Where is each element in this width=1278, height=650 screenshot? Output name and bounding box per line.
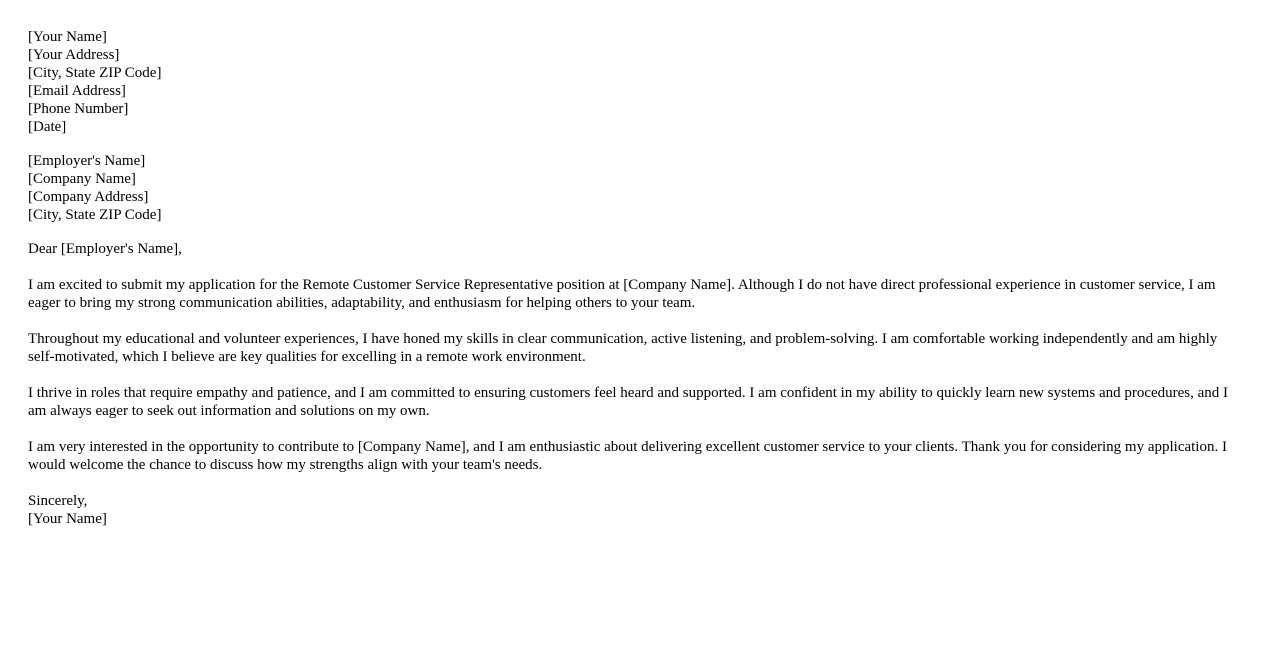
sender-address: [Your Address] <box>28 47 120 63</box>
sender-name: [Your Name] <box>28 29 107 45</box>
recipient-address-block <box>28 152 1250 224</box>
body-paragraph-2: Throughout my educational and volunteer experiences, I have honed my skills in clear communication, active listening, and problem-solving. I am comfortable working independently and am highly self-motivated, which I believe are key qualities for excelling in a remote work environment. <box>28 331 1218 365</box>
recipient-employer-name: [Employer's Name] <box>28 153 146 169</box>
sender-address-block <box>28 28 1250 136</box>
sender-email: [Email Address] <box>28 83 126 99</box>
closing-block <box>28 492 1250 528</box>
body-paragraph-3: I thrive in roles that require empathy and patience, and I am committed to ensuring customers feel heard and supported. I am confident in my ability to quickly learn new systems and procedures, and I am always eager to seek out information and solutions on my own. <box>28 385 1229 419</box>
sender-phone: [Phone Number] <box>28 101 129 117</box>
letter-body <box>28 276 1240 474</box>
recipient-city: [City, State ZIP Code] <box>28 207 162 223</box>
valediction: Sincerely, <box>28 493 88 509</box>
greeting: Dear [Employer's Name], <box>28 241 182 257</box>
signature-name: [Your Name] <box>28 511 107 527</box>
letter-date: [Date] <box>28 119 67 135</box>
sender-city: [City, State ZIP Code] <box>28 65 162 81</box>
recipient-company-name: [Company Name] <box>28 171 136 187</box>
body-paragraph-1: I am excited to submit my application for the Remote Customer Service Representative position at [Company Name]. Although I do not have direct professional experience in customer service, I am eager to bring my strong communication abilities, adaptability, and enthusiasm for helping others to your team. <box>28 277 1216 311</box>
body-paragraph-4: I am very interested in the opportunity to contribute to [Company Name], and I am enthusiastic about delivering excellent customer service to your clients. Thank you for considering my application. I would welcome the chance to discuss how my strengths align with your team's needs. <box>28 439 1227 473</box>
recipient-company-address: [Company Address] <box>28 189 149 205</box>
